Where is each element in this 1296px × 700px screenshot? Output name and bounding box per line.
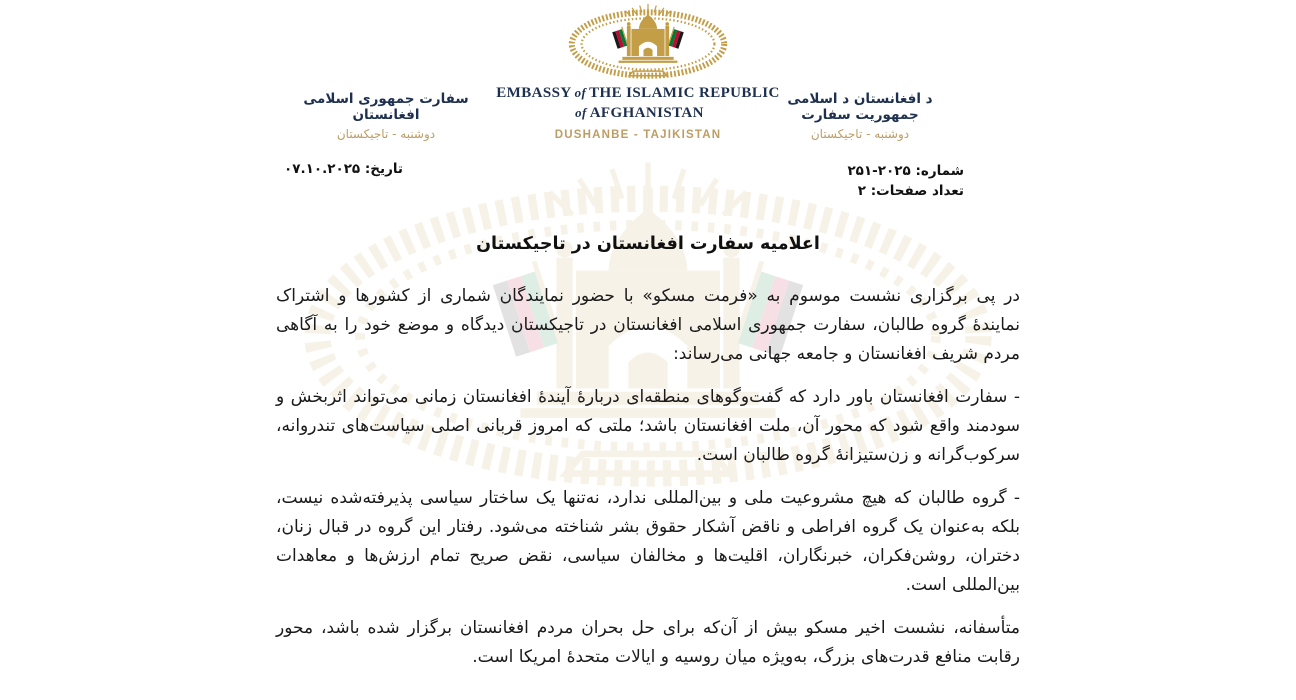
date-line: تاریخ: ۰۷.۱۰.۲۰۲۵ [284, 161, 403, 177]
statement-body [276, 282, 1020, 672]
embassy-city-english: DUSHANBE - TAJIKISTAN [554, 129, 722, 141]
paragraph-position-3: متأسفانه، نشست اخیر مسکو بیش از آن‌که برای حل بحران مردم افغانستان برگزار شده باشد، محور رقابت منافع قدرت‌های بزرگ، به‌ویژه میان روسیه و ایالات متحدهٔ امریکا است. [276, 617, 1020, 667]
embassy-word: EMBASSY [496, 85, 572, 101]
afghanistan-word: AFGHANISTAN [589, 105, 704, 121]
embassy-name-dari: سفارت جمهوری اسلامی افغانستان [303, 91, 469, 123]
embassy-city-dari: دوشنبه - تاجیکستان [336, 127, 436, 141]
reference-block [847, 161, 964, 202]
letter-content [276, 0, 1020, 672]
republic-words: THE ISLAMIC REPUBLIC [589, 85, 780, 101]
pages-line: تعداد صفحات: ۲ [857, 183, 964, 200]
afghanistan-emblem-icon [565, 3, 731, 79]
embassy-city-pashto: دوشنبه - تاجیکستان [810, 127, 910, 141]
embassy-name-pashto: د افغانستان د اسلامی جمهوریت سفارت [787, 91, 933, 123]
statement-title: اعلامیه سفارت افغانستان در تاجیکستان [476, 233, 820, 254]
letterhead-pashto-block [780, 85, 1020, 141]
embassy-name-english-line2 [496, 105, 780, 122]
number-line: شماره: ۲۰۲۵-۲۵۱ [847, 163, 964, 179]
letterhead-emblem [276, 0, 1020, 83]
letterhead-english-block [496, 85, 780, 141]
paragraph-intro: در پی برگزاری نشست موسوم به «فرمت مسکو» با حضور نمایندگان شماری از کشورها و اشتراک نمایندهٔ گروه طالبان، سفارت جمهوری اسلامی افغانستان در تاجیکستان دیدگاه و موضع خود را به آگاهی مردم شریف افغانستان و جامعه جهانی می‌رساند: [276, 285, 1020, 364]
of-word: of [575, 106, 587, 120]
paragraph-position-2: - گروه طالبان که هیچ مشروعیت ملی و بین‌المللی ندارد، نه‌تنها یک ساختار سیاسی پذیرفته‌شده نیست، بلکه به‌عنوان یک گروه افراطی و ناقض آشکار حقوق بشر شناخته می‌شود. رفتار این گروه در قبال زنان، دختران، روشن‌فکران، خبرنگاران، اقلیت‌ها و مخالفان سیاسی، نقض صریح تمام ارزش‌ها و معاهدات بین‌المللی است. [276, 487, 1020, 595]
letterhead [276, 85, 1020, 141]
paragraph-position-1: - سفارت افغانستان باور دارد که گفت‌وگوهای منطقه‌ای دربارهٔ آیندهٔ افغانستان زمانی می‌تواند اثربخش و سودمند واقع شود که محور آن، ملت افغانستان باشد؛ ملتی که امروز قربانی اصلی سیاست‌های تندروانه، سرکوب‌گرانه و زن‌ستیزانهٔ گروه طالبان است. [276, 386, 1020, 465]
letterhead-dari-block [276, 85, 496, 141]
embassy-name-english-line1 [496, 85, 780, 102]
of-word: of [574, 86, 587, 100]
reference-row [276, 161, 1020, 202]
